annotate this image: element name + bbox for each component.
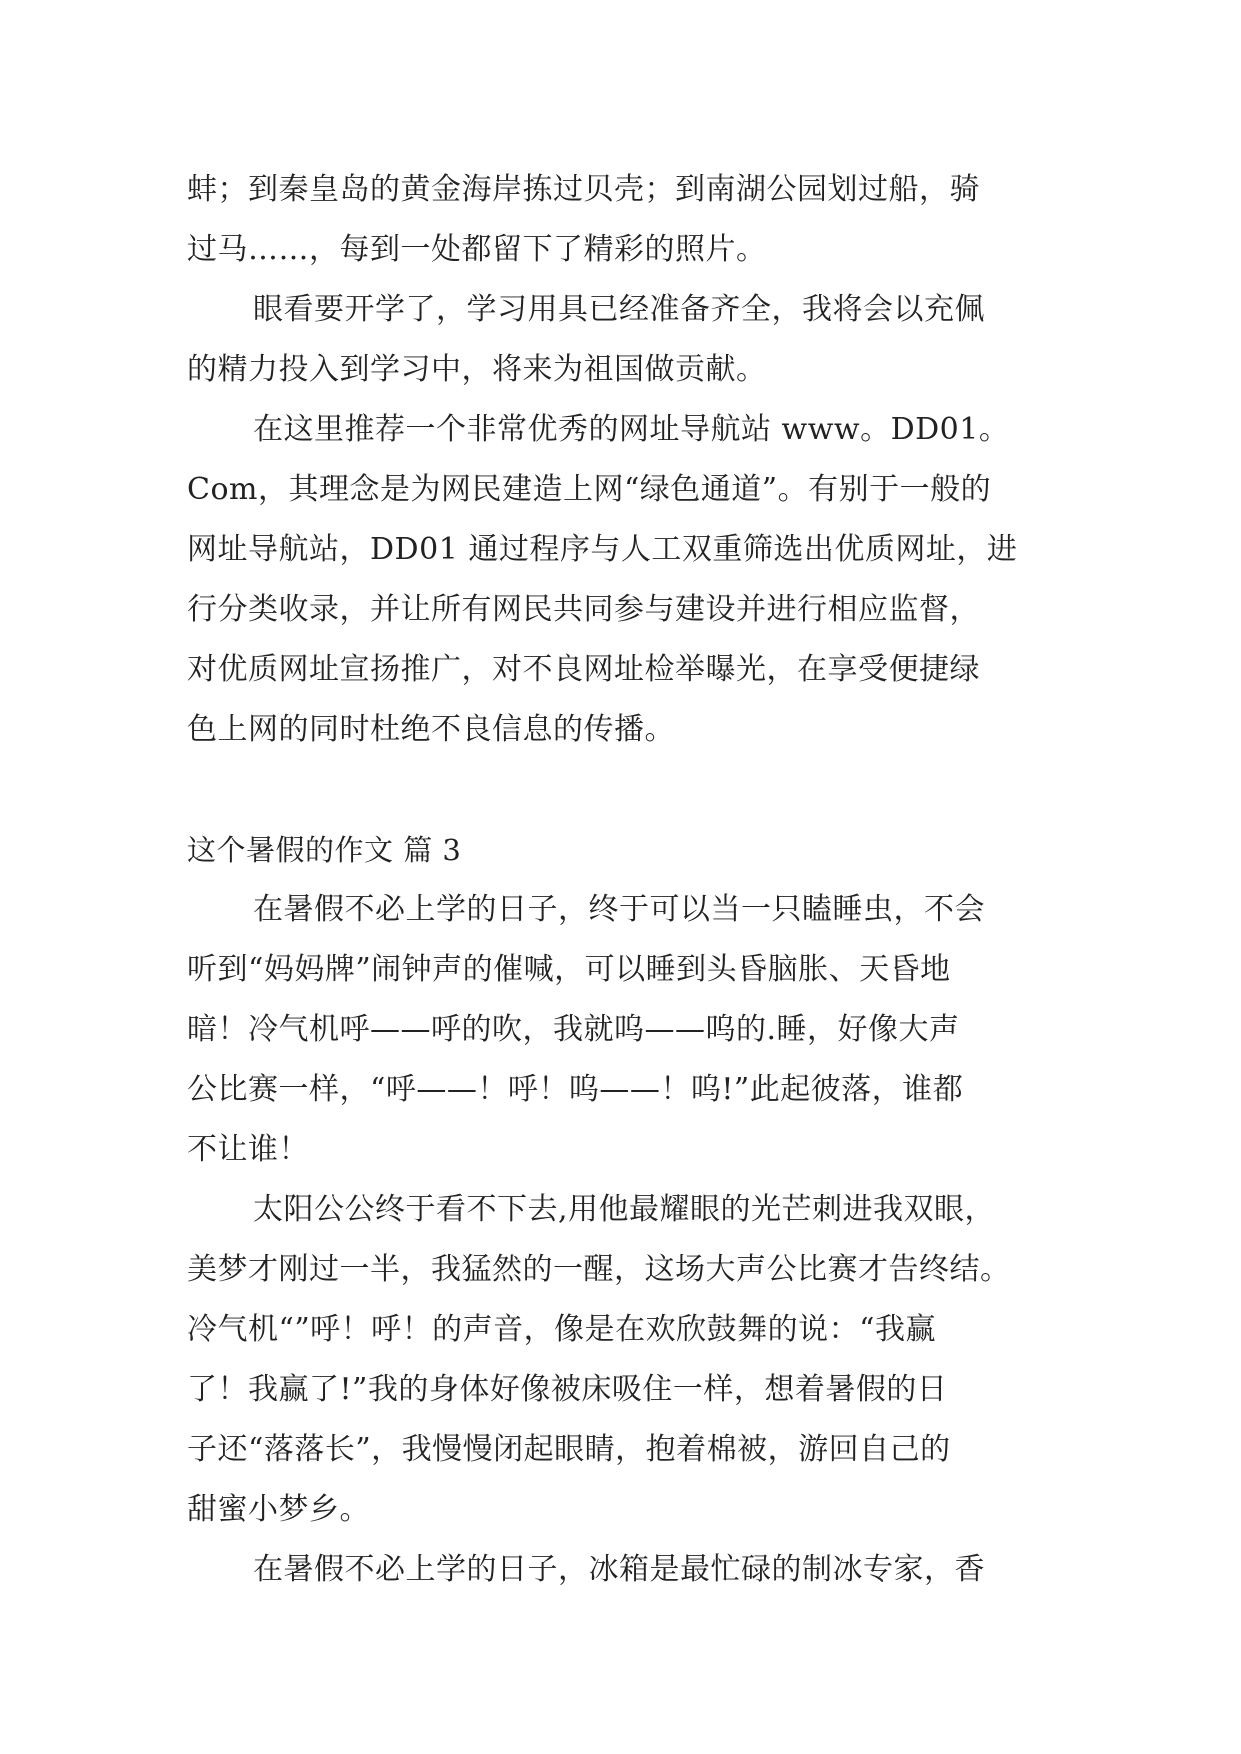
text-line: 行分类收录，并让所有网民共同参与建设并进行相应监督， (187, 592, 980, 627)
paragraph-3 (187, 400, 1057, 760)
text-line: Com，其理念是为网民建造上网“绿色通道”。有别于一般的 (187, 472, 992, 507)
text-line: 冷气机“”呼！呼！的声音，像是在欢欣鼓舞的说：“我赢 (187, 1312, 937, 1347)
text-line: 网址导航站，DD01 通过程序与人工双重筛选出优质网址，进 (187, 532, 1018, 567)
text-line: 了！我赢了!”我的身体好像被床吸住一样，想着暑假的日 (187, 1372, 948, 1407)
text-line: 的精力投入到学习中，将来为祖国做贡献。 (187, 352, 767, 387)
text-line: 公比赛一样，“呼——！呼！呜——！呜!”此起彼落，谁都 (187, 1072, 964, 1107)
section-heading: 这个暑假的作文 篇 3 (187, 833, 462, 867)
text-line: 在暑假不必上学的日子，冰箱是最忙碌的制冰专家，香 (253, 1552, 985, 1587)
text-line: 过马……，每到一处都留下了精彩的照片。 (187, 232, 767, 267)
text-line: 在这里推荐一个非常优秀的网址导航站 www。DD01。 (253, 412, 1010, 447)
text-line: 暗！冷气机呼——呼的吹，我就呜——呜的.睡，好像大声 (187, 1012, 960, 1047)
text-line: 眼看要开学了，学习用具已经准备齐全，我将会以充佩 (253, 292, 985, 327)
text-line: 色上网的同时杜绝不良信息的传播。 (187, 712, 675, 747)
text-line: 在暑假不必上学的日子，终于可以当一只瞌睡虫，不会 (253, 892, 985, 927)
paragraph-2 (187, 280, 1057, 400)
paragraph-5 (187, 1180, 1057, 1540)
text-line: 听到“妈妈牌”闹钟声的催喊，可以睡到头昏脑胀、天昏地 (187, 952, 951, 987)
text-line: 甜蜜小梦乡。 (187, 1492, 370, 1527)
paragraph-4 (187, 880, 1057, 1180)
text-line: 子还“落落长”，我慢慢闭起眼睛，抱着棉被，游回自己的 (187, 1432, 951, 1467)
document-body (187, 160, 1057, 1600)
paragraph-1 (187, 160, 1057, 280)
text-line: 美梦才刚过一半，我猛然的一醒，这场大声公比赛才告终结。 (187, 1252, 1011, 1287)
text-line: 太阳公公终于看不下去,用他最耀眼的光芒刺进我双眼， (253, 1192, 996, 1227)
paragraph-6 (187, 1540, 1057, 1600)
text-line: 不让谁！ (187, 1132, 309, 1167)
section-spacer (187, 760, 1057, 820)
text-line: 蚌；到秦皇岛的黄金海岸拣过贝壳；到南湖公园划过船，骑 (187, 172, 980, 207)
text-line: 对优质网址宣扬推广，对不良网址检举曝光，在享受便捷绿 (187, 652, 980, 687)
